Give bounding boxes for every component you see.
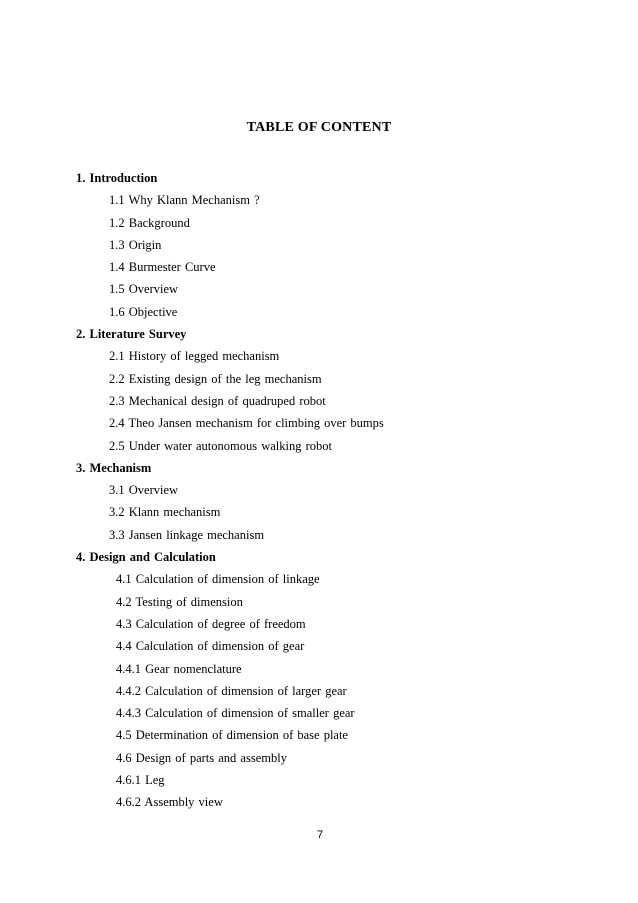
toc-entry: 4.2 Testing of dimension [116,594,243,609]
toc-entry: 1.4 Burmester Curve [109,260,216,275]
toc-chapter-heading: 3. Mechanism [76,460,152,475]
toc-chapter-heading: 1. Introduction [76,171,158,185]
toc-entry: 2.3 Mechanical design of quadruped robot [109,393,326,408]
toc-entry: 4.4.1 Gear nomenclature [116,661,242,676]
toc-entry: 1.6 Objective [109,304,178,319]
toc-entry: 4.4.2 Calculation of dimension of larger gear [116,683,347,698]
toc-entry: 4.1 Calculation of dimension of linkage [116,572,320,587]
toc-entry: 4.4 Calculation of dimension of gear [116,639,305,654]
page-number: 7 [316,829,324,841]
toc-entry: 2.2 Existing design of the leg mechanism [109,371,322,386]
page-title: TABLE OF CONTENT [246,120,392,135]
toc-entry: 2.4 Theo Jansen mechanism for climbing over bumps [109,416,384,431]
toc-entry: 3.1 Overview [109,483,179,498]
toc-entry: 1.1 Why Klann Mechanism ? [109,193,260,208]
toc-entry: 4.5 Determination of dimension of base plate [116,728,348,743]
toc-list [76,167,596,814]
toc-entry: 2.5 Under water autonomous walking robot [109,438,333,453]
toc-entry: 4.4.3 Calculation of dimension of smaller gear [116,706,355,721]
toc-entry: 4.6.1 Leg [116,773,165,788]
toc-entry: 4.6.2 Assembly view [116,795,223,810]
toc-entry: 2.1 History of legged mechanism [109,349,280,364]
toc-entry: 4.6 Design of parts and assembly [116,750,287,765]
toc-entry: 4.3 Calculation of degree of freedom [116,616,306,631]
toc-chapter-heading: 2. Literature Survey [76,327,187,342]
toc-chapter-heading: 4. Design and Calculation [76,550,216,565]
toc-entry: 3.3 Jansen linkage mechanism [109,527,265,542]
toc-entry: 1.3 Origin [109,237,162,252]
toc-entry: 1.5 Overview [109,282,179,297]
toc-entry: 1.2 Background [109,215,190,230]
toc-entry: 3.2 Klann mechanism [109,505,221,520]
